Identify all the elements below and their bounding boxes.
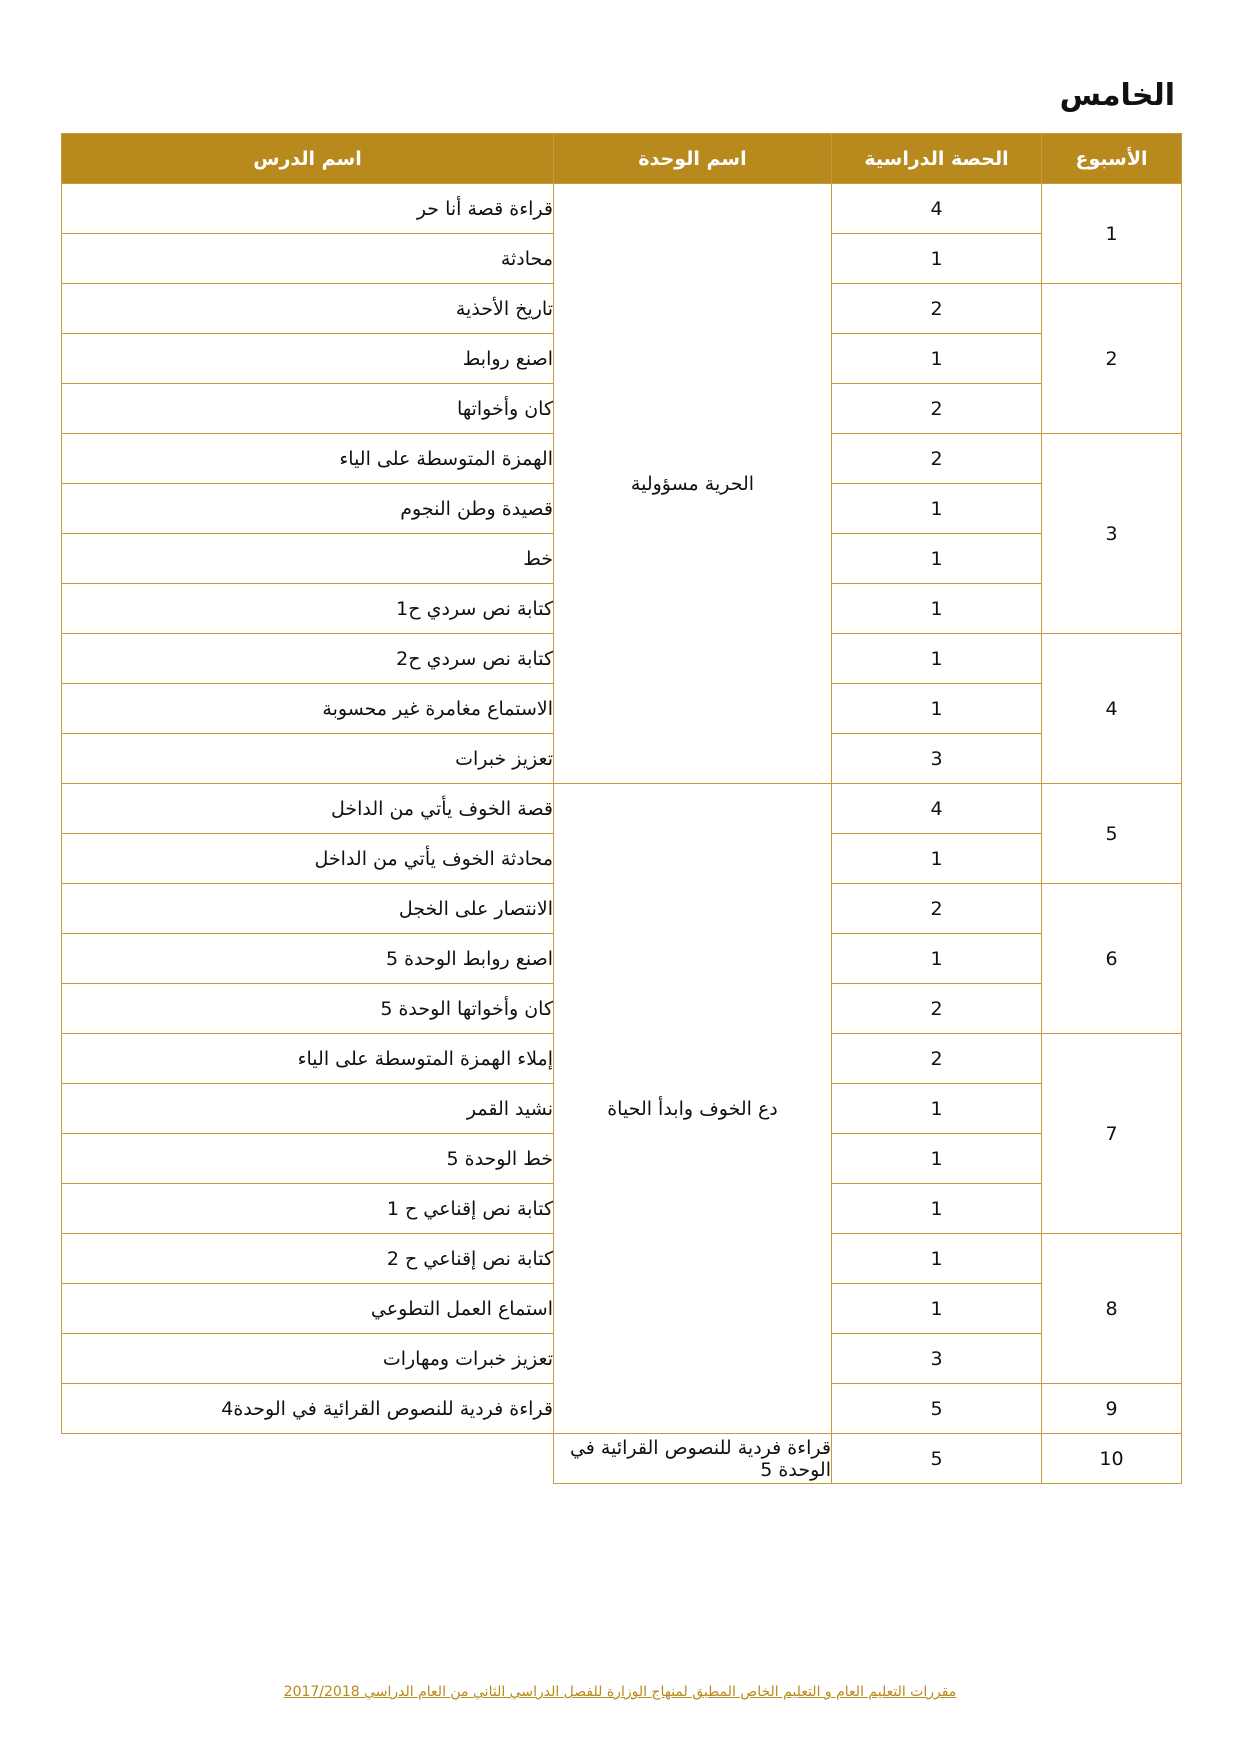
week-number-cell: 10: [1042, 1434, 1182, 1484]
sessions-cell: 1: [832, 1134, 1042, 1184]
week-number-cell: 7: [1042, 1034, 1182, 1234]
week-number-cell: 8: [1042, 1234, 1182, 1384]
table-row: [62, 784, 1182, 834]
sessions-cell: 1: [832, 634, 1042, 684]
sessions-cell: 2: [832, 284, 1042, 334]
sessions-cell: 3: [832, 734, 1042, 784]
lesson-name-cell: تعزيز خبرات: [62, 734, 554, 784]
lesson-name-cell: الاستماع مغامرة غير محسوبة: [62, 684, 554, 734]
curriculum-table: [61, 133, 1182, 1484]
lesson-name-cell: كتابة نص سردي ح1: [62, 584, 554, 634]
header-lesson: اسم الدرس: [62, 134, 554, 184]
lesson-name-cell: خط الوحدة 5: [62, 1134, 554, 1184]
lesson-name-cell: قصيدة وطن النجوم: [62, 484, 554, 534]
lesson-name-cell: كتابة نص إقناعي ح 1: [62, 1184, 554, 1234]
lesson-name-cell: كتابة نص إقناعي ح 2: [62, 1234, 554, 1284]
header-sessions: الحصة الدراسية: [832, 134, 1042, 184]
sessions-cell: 2: [832, 384, 1042, 434]
page-footer: مقررات التعليم العام و التعليم الخاص المطبق لمنهاج الوزارة للفصل الدراسي الثاني من العام الدراسي 2017/2018: [283, 1684, 957, 1700]
sessions-cell: 1: [832, 1284, 1042, 1334]
week-number-cell: 5: [1042, 784, 1182, 884]
sessions-cell: 1: [832, 684, 1042, 734]
lesson-name-cell: قراءة قصة أنا حر: [62, 184, 554, 234]
sessions-cell: 5: [832, 1384, 1042, 1434]
sessions-cell: 1: [832, 334, 1042, 384]
week-number-cell: 6: [1042, 884, 1182, 1034]
lesson-name-cell: إملاء الهمزة المتوسطة على الياء: [62, 1034, 554, 1084]
page-title: الخامس: [1059, 78, 1175, 113]
week-number-cell: 2: [1042, 284, 1182, 434]
sessions-cell: 2: [832, 1034, 1042, 1084]
lesson-name-cell: قراءة فردية للنصوص القرائية في الوحدة 5: [554, 1434, 832, 1484]
sessions-cell: 1: [832, 934, 1042, 984]
header-week: الأسبوع: [1042, 134, 1182, 184]
lesson-name-cell: اصنع روابط الوحدة 5: [62, 934, 554, 984]
lesson-name-cell: استماع العمل التطوعي: [62, 1284, 554, 1334]
sessions-cell: 3: [832, 1334, 1042, 1384]
week-number-cell: 3: [1042, 434, 1182, 634]
header-unit: اسم الوحدة: [554, 134, 832, 184]
lesson-name-cell: تعزيز خبرات ومهارات: [62, 1334, 554, 1384]
week-number-cell: 1: [1042, 184, 1182, 284]
lesson-name-cell: كتابة نص سردي ح2: [62, 634, 554, 684]
sessions-cell: 1: [832, 234, 1042, 284]
unit-name-cell: دع الخوف وابدأ الحياة: [554, 784, 832, 1434]
lesson-name-cell: محادثة الخوف يأتي من الداخل: [62, 834, 554, 884]
lesson-name-cell: خط: [62, 534, 554, 584]
sessions-cell: 4: [832, 784, 1042, 834]
sessions-cell: 2: [832, 884, 1042, 934]
lesson-name-cell: كان وأخواتها الوحدة 5: [62, 984, 554, 1034]
sessions-cell: 2: [832, 434, 1042, 484]
lesson-name-cell: قراءة فردية للنصوص القرائية في الوحدة4: [62, 1384, 554, 1434]
sessions-cell: 2: [832, 984, 1042, 1034]
sessions-cell: 1: [832, 834, 1042, 884]
lesson-name-cell: الانتصار على الخجل: [62, 884, 554, 934]
week-number-cell: 4: [1042, 634, 1182, 784]
lesson-name-cell: قصة الخوف يأتي من الداخل: [62, 784, 554, 834]
sessions-cell: 1: [832, 1184, 1042, 1234]
week-number-cell: 9: [1042, 1384, 1182, 1434]
sessions-cell: 1: [832, 1234, 1042, 1284]
table-row: [62, 184, 1182, 234]
lesson-name-cell: نشيد القمر: [62, 1084, 554, 1134]
unit-name-cell: الحرية مسؤولية: [554, 184, 832, 784]
sessions-cell: 5: [832, 1434, 1042, 1484]
lesson-name-cell: محادثة: [62, 234, 554, 284]
sessions-cell: 1: [832, 484, 1042, 534]
lesson-name-cell: تاريخ الأحذية: [62, 284, 554, 334]
table-body: [62, 184, 1182, 1484]
sessions-cell: 4: [832, 184, 1042, 234]
lesson-name-cell: كان وأخواتها: [62, 384, 554, 434]
table-header-row: [62, 134, 1182, 184]
sessions-cell: 1: [832, 534, 1042, 584]
lesson-name-cell: الهمزة المتوسطة على الياء: [62, 434, 554, 484]
table-row: [62, 1434, 1182, 1484]
lesson-name-cell: اصنع روابط: [62, 334, 554, 384]
sessions-cell: 1: [832, 1084, 1042, 1134]
sessions-cell: 1: [832, 584, 1042, 634]
